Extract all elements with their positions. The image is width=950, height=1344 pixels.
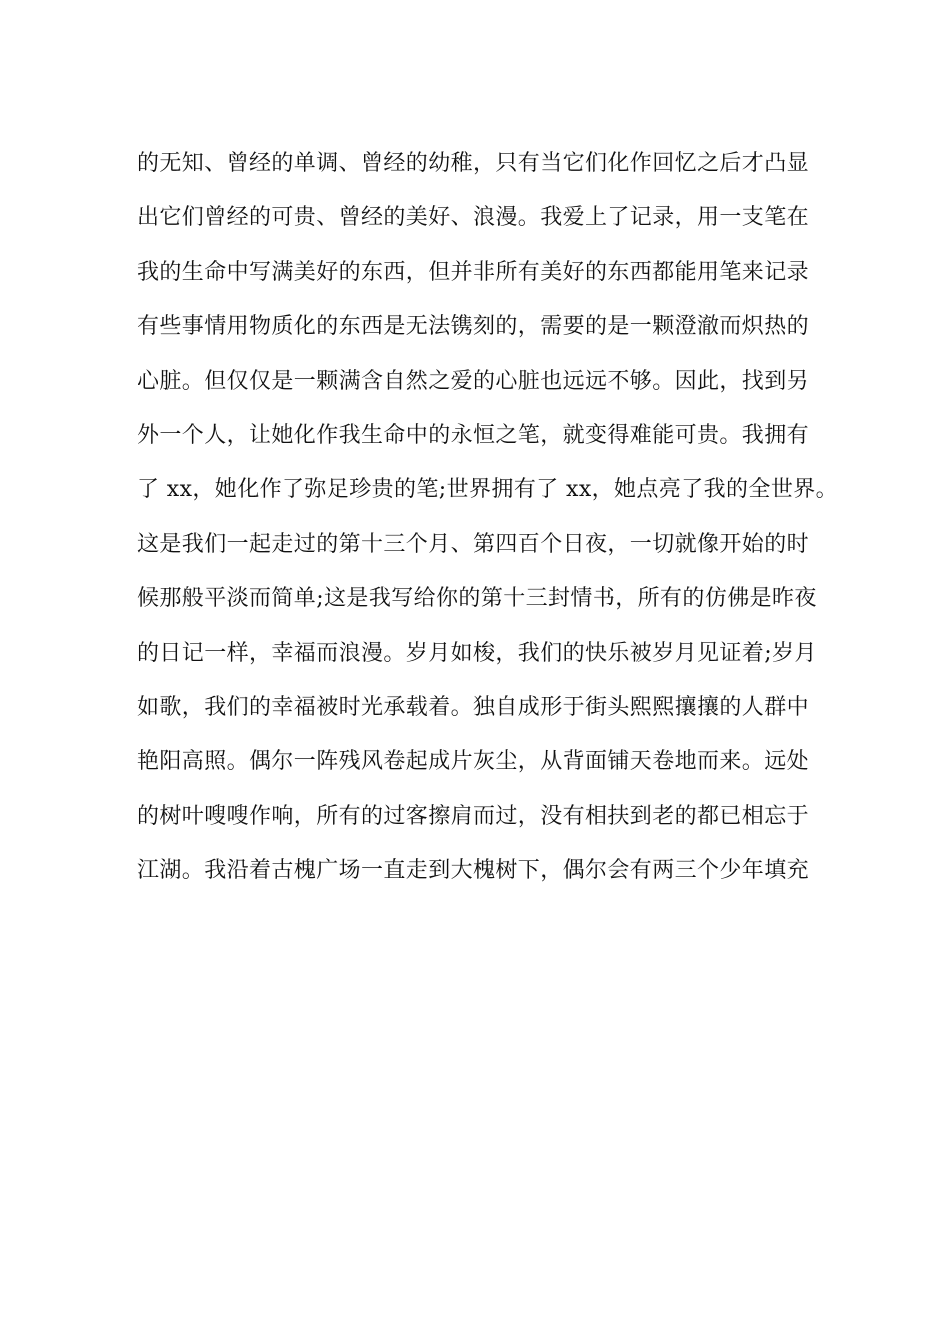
text-line: 了 xx，她化作了弥足珍贵的笔;世界拥有了 xx，她点亮了我的全世界。 [137, 477, 839, 503]
text-line: 外一个人，让她化作我生命中的永恒之笔，就变得难能可贵。我拥有 [137, 422, 810, 448]
text-line: 心脏。但仅仅是一颗满含自然之爱的心脏也远远不够。因此，找到另 [137, 368, 810, 394]
text-line: 的树叶嗖嗖作响，所有的过客擦肩而过，没有相扶到老的都已相忘于 [137, 803, 810, 829]
text-line: 的日记一样，幸福而浪漫。岁月如梭，我们的快乐被岁月见证着;岁月 [137, 640, 817, 666]
text-line: 如歌，我们的幸福被时光承载着。独自成形于街头熙熙攘攘的人群中 [137, 694, 810, 720]
text-line: 艳阳高照。偶尔一阵残风卷起成片灰尘，从背面铺天卷地而来。远处 [137, 749, 810, 775]
body-text [137, 141, 837, 902]
text-line: 的无知、曾经的单调、曾经的幼稚，只有当它们化作回忆之后才凸显 [137, 151, 810, 176]
text-line: 出它们曾经的可贵、曾经的美好、浪漫。我爱上了记录，用一支笔在 [137, 205, 810, 231]
text-line: 江湖。我沿着古槐广场一直走到大槐树下，偶尔会有两三个少年填充 [137, 858, 810, 884]
text-line: 候那般平淡而简单;这是我写给你的第十三封情书，所有的仿佛是昨夜 [137, 586, 817, 612]
text-line: 有些事情用物质化的东西是无法镌刻的，需要的是一颗澄澈而炽热的 [137, 314, 810, 340]
text-line: 我的生命中写满美好的东西，但并非所有美好的东西都能用笔来记录 [137, 259, 810, 285]
text-line: 这是我们一起走过的第十三个月、第四百个日夜，一切就像开始的时 [137, 531, 810, 557]
